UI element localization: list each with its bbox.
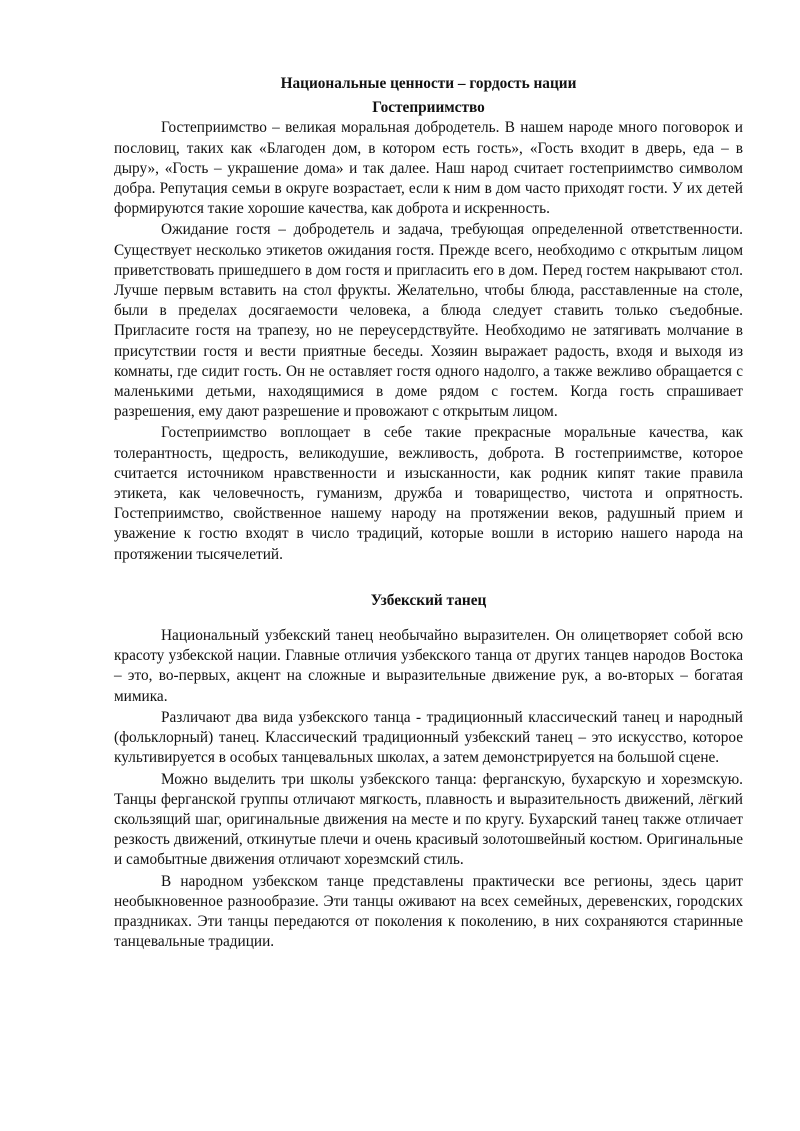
section-heading-uzbek-dance: Узбекский танец (370, 591, 487, 609)
document-page (114, 74, 743, 952)
paragraph: Гостеприимство – великая моральная добродетель. В нашем народе много поговорок и пословиц, таких как «Благоден дом, в котором есть гость», «Гость входит в дверь, еда – в дыру», «Гость – украшение дома» и так далее. Наш народ считает гостеприимство символом добра. Репутация семьи в округе возрастает, если к ним в дом часто приходят гости. У их детей формируются такие хорошие качества, как доброта и искренность. (114, 119, 743, 218)
paragraph: Ожидание гостя – добродетель и задача, требующая определенной ответственности. Существует несколько этикетов ожидания гостя. Прежде всего, необходимо с открытым лицом приветствовать пришедшего в дом гостя и пригласить его в дом. Перед гостем накрывают стол. Лучше первым вставить на стол фрукты. Желательно, чтобы блюда, расставленные на столе, были в пределах досягаемости человека, а блюда следует ставить только съедобные. Пригласите гостя на трапезу, но не переусердствуйте. Необходимо не затягивать молчание в присутствии гостя и вести приятные беседы. Хозяин выражает радость, входя и выходя из комнаты, где сидит гость. Он не оставляет гостя одного надолго, а также вежливо обращается с маленькими детьми, находящимися в доме рядом с гостем. Когда гость спрашивает разрешения, ему дают разрешение и провожают с открытым лицом. (114, 221, 743, 421)
paragraph: Различают два вида узбекского танца - традиционный классический танец и народный (фольклорный) танец. Классический традиционный узбекский танец – это искусство, которое культивируется в особых танцевальных школах, а затем демонстрируется на большой сцене. (114, 708, 743, 767)
paragraph: В народном узбекском танце представлены практически все регионы, здесь царит необыкновенное разнообразие. Эти танцы оживают на всех семейных, деревенских, городских праздниках. Эти танцы передаются от поколения к поколению, в них сохраняются старинные танцевальные традиции. (114, 872, 743, 951)
paragraph: Можно выделить три школы узбекского танца: ферганскую, бухарскую и хорезмскую. Танцы ферганской группы отличают мягкость, плавность и выразительность движений, лёгкий скользящий шаг, оригинальные движения на месте и по кругу. Бухарский танец также отличает резкость движений, откинутые плечи и очень красивый золотошвейный костюм. Оригинальные и самобытные движения отличают хорезмский стиль. (114, 770, 743, 869)
section-heading-hospitality: Гостеприимство (372, 99, 485, 117)
document-title: Национальные ценности – гордость нации (280, 75, 577, 92)
paragraph: Национальный узбекский танец необычайно выразителен. Он олицетворяет собой всю красоту узбекской нации. Главные отличия узбекского танца от других танцев народов Востока – это, во-первых, акцент на сложные и выразительные движение рук, а во-вторых – богатая мимика. (114, 627, 743, 705)
paragraph: Гостеприимство воплощает в себе такие прекрасные моральные качества, как толерантность, щедрость, великодушие, вежливость, доброта. В гостеприимстве, которое считается источником нравственности и изысканности, как родник кипят такие правила этикета, как человечность, гуманизм, дружба и товарищество, чистота и опрятность. Гостеприимство, свойственное нашему народу на протяжении веков, радушный прием и уважение к гостю входят в число традиций, которые вошли в историю нашего народа на протяжении тысячелетий. (114, 424, 743, 563)
